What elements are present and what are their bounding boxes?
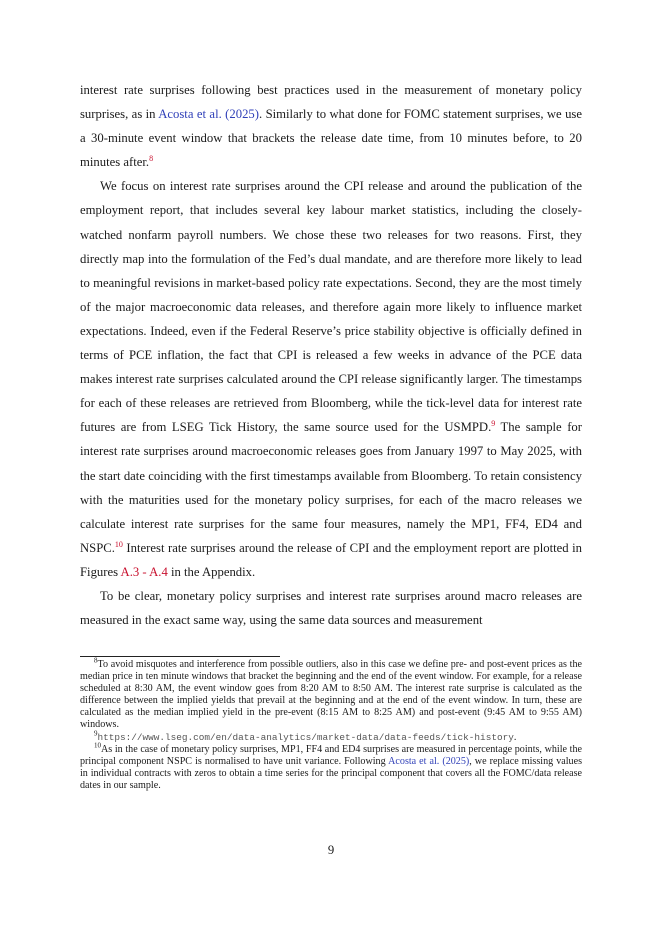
footnote-number: 10 [94, 741, 101, 750]
footnotes [80, 656, 582, 792]
text-span: interest rate surprises following best practices used in the measurement of monetary policy surprises, as in [80, 83, 582, 122]
page-number: 9 [327, 843, 335, 857]
paragraph-3 [80, 584, 582, 632]
paragraph-1 [80, 78, 582, 174]
citation-link-acosta-footnote[interactable]: Acosta et al. (2025) [388, 755, 470, 767]
text-span: The sample for interest rate surprises around macroeconomic releases goes from January 1997 to May 2025, with the start date coinciding with the first timestamps available from Bloomberg. To retain consistency with the maturities used for the monetary policy surprises, for each of the macro releases we calculate interest rate surprises for the same four measures, namely the MP1, FF4, ED4 and NSPC. [80, 420, 582, 555]
figure-link-a4[interactable]: A.4 [149, 564, 168, 579]
footnote-text: , we replace missing values in individual contracts with zeros to obtain a time series for the principal component that covers all the FOMC/data release dates in our sample. [80, 755, 582, 791]
footnote-url-link[interactable]: https://www.lseg.com/en/data-analytics/market-data/data-feeds/tick-history [97, 731, 514, 743]
figure-link-a3[interactable]: A.3 [120, 564, 140, 579]
footnote-text: . [513, 731, 517, 743]
footnote-9 [80, 729, 582, 744]
footnote-10 [80, 741, 582, 792]
footnote-ref-9[interactable]: 9 [491, 419, 496, 429]
footnote-number: 8 [94, 656, 98, 665]
paragraph-2 [80, 174, 582, 584]
text-span: We focus on interest rate surprises around the CPI release and around the publication of the employment report, that includes several key labour market statistics, including the closely-watched nonfarm payroll numbers. We chose these two releases for two reasons. First, they directly map into the formulation of the Fed’s dual mandate, and are therefore more likely to lead to meaningful revisions in market-based policy rate expectations. Second, they are the most timely of the major macroeconomic data releases, and therefore again more likely to influence market expectations. Indeed, even if the Federal Reserve’s price stability objective is officially defined in terms of PCE inflation, the fact that CPI is released a few weeks in advance of the PCE data makes interest rate surprises calculated around the CPI release significantly larger. The timestamps for each of these releases are retrieved from Bloomberg, while the tick-level data for interest rate futures are from LSEG Tick History, the same source used for the USMPD. [80, 179, 582, 435]
figure-link-dash: - [139, 564, 150, 579]
text-span: . Similarly to what done for FOMC statement surprises, we use a 30-minute event window that brackets the release date time, from 10 minutes before, to 20 minutes after. [80, 107, 583, 170]
footnote-ref-10[interactable]: 10 [114, 539, 123, 549]
footnote-text: As in the case of monetary policy surprises, MP1, FF4 and ED4 surprises are measured in percentage points, while the principal component NSPC is normalised to have unit variance. Following [80, 743, 582, 767]
body-text [80, 78, 582, 632]
text-span: To be clear, monetary policy surprises and interest rate surprises around macro releases are measured in the exact same way, using the same data sources and measurement [80, 588, 582, 628]
footnote-rule [80, 656, 280, 657]
citation-link-acosta[interactable]: Acosta et al. (2025) [158, 107, 259, 122]
footnote-text: To avoid misquotes and interference from possible outliers, also in this case we define pre- and post-event prices as the median price in ten minute windows that bracket the beginning and the end of the event window. For example, for a release scheduled at 8:30 AM, the event window goes from 8:20 AM to 8:50 AM. The interest rate surprise is calculated as the difference between the implied yields that prevail at the beginning and at the end of the event window. In turn, these are calculated as the median implied yield in the pre-event (8:15 AM to 8:25 AM) and post-event (9:45 AM to 9:55 AM) windows. [80, 659, 582, 731]
footnote-ref-8[interactable]: 8 [149, 154, 154, 164]
text-span: Interest rate surprises around the release of CPI and the employment report are plotted in Figures [80, 540, 582, 579]
text-span: in the Appendix. [167, 564, 256, 579]
footnote-8 [80, 656, 582, 732]
footnote-number: 9 [94, 729, 98, 738]
